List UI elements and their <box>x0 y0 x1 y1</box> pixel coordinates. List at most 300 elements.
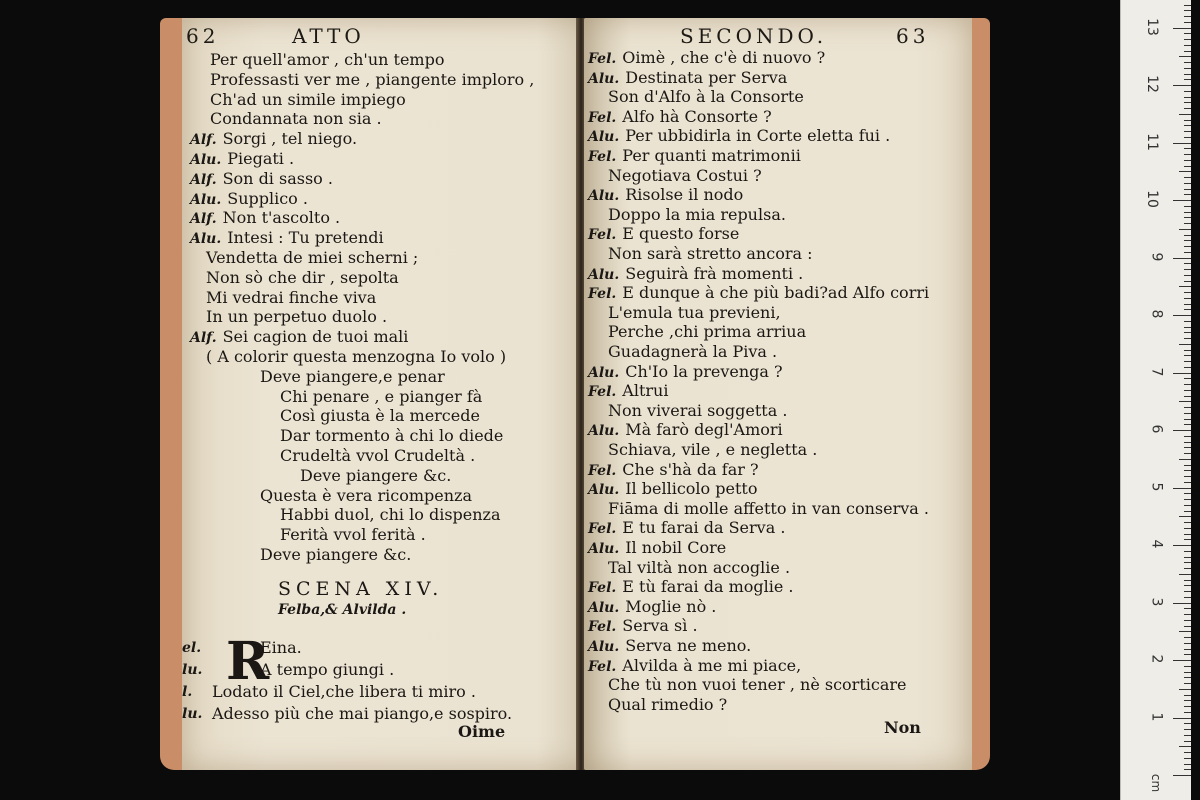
ruler-tick <box>1184 263 1191 264</box>
ruler-tick <box>1184 304 1191 305</box>
line-text: Il bellicolo petto <box>625 479 758 499</box>
ruler-tick <box>1184 338 1191 339</box>
ruler-tick <box>1184 361 1191 362</box>
ruler-tick <box>1184 154 1191 155</box>
line-text: A tempo giungi . <box>260 660 395 679</box>
ruler-tick <box>1179 286 1191 287</box>
speaker-label: Fel. <box>588 619 617 636</box>
right-page <box>584 18 990 770</box>
ruler-tick <box>1179 401 1191 402</box>
ruler-tick <box>1184 539 1191 540</box>
ruler-tick <box>1179 574 1191 575</box>
ruler-tick <box>1184 206 1191 207</box>
line-text: Non sò che dir , sepolta <box>206 267 399 287</box>
line-text: Son di sasso . <box>222 168 333 188</box>
ruler-tick <box>1184 292 1191 293</box>
text-line <box>588 224 739 245</box>
line-text: Chi penare , e pianger fà <box>280 386 483 406</box>
line-text: E questo forse <box>622 224 740 244</box>
ruler-tick <box>1184 769 1191 770</box>
ruler-tick <box>1184 269 1191 270</box>
ruler-tick <box>1184 482 1191 483</box>
ruler-tick <box>1184 620 1191 621</box>
ruler-tick <box>1179 689 1191 690</box>
line-text: L'emula tua previeni, <box>608 302 781 322</box>
ruler-tick <box>1184 120 1191 121</box>
ruler-tick <box>1184 712 1191 713</box>
speaker-label: Fel. <box>588 521 617 538</box>
text-line <box>608 303 781 323</box>
ruler-unit: cm <box>1148 773 1163 793</box>
ruler-tick <box>1184 419 1191 420</box>
line-text: Questa è vera ricompenza <box>260 485 473 505</box>
ruler-tick <box>1184 194 1191 195</box>
text-line <box>588 283 929 304</box>
scene-title: SCENA XIV. <box>278 578 444 600</box>
ruler-tick <box>1184 68 1191 69</box>
ruler-tick <box>1184 223 1191 224</box>
ruler-tick <box>1184 275 1191 276</box>
speaker-label: Fel. <box>588 462 617 479</box>
ruler-tick <box>1184 700 1191 701</box>
speaker-label: Alu. <box>588 639 620 655</box>
ruler-tick <box>1184 591 1191 592</box>
line-text: Per ubbidirla in Corte eletta fui . <box>625 126 891 146</box>
text-line <box>206 347 506 367</box>
text-line <box>588 518 785 539</box>
line-text: Deve piangere &c. <box>300 465 452 485</box>
left-page <box>160 18 600 770</box>
ruler-tick <box>1173 200 1191 201</box>
line-text: Guadagnerà la Piva . <box>608 342 778 361</box>
text-line <box>210 70 534 90</box>
text-line <box>280 505 501 525</box>
ruler-tick <box>1184 148 1191 149</box>
ruler-tick <box>1184 407 1191 408</box>
ruler-tick <box>1184 764 1191 765</box>
ruler-tick <box>1184 511 1191 512</box>
ruler-tick <box>1184 683 1191 684</box>
line-text: Sorgi , tel niego. <box>222 129 358 149</box>
ruler-tick <box>1184 281 1191 282</box>
text-line <box>190 189 308 210</box>
ruler-tick <box>1184 649 1191 650</box>
text-line <box>588 479 757 500</box>
ruler-tick <box>1184 568 1191 569</box>
ruler-tick <box>1184 453 1191 454</box>
line-text: E tu farai da Serva . <box>622 518 786 538</box>
text-line <box>608 87 804 107</box>
ruler-tick <box>1184 367 1191 368</box>
ruler-tick <box>1173 430 1191 431</box>
ruler-tick <box>1184 597 1191 598</box>
line-text: Mà farò degl'Amori <box>625 420 783 440</box>
ruler-tick <box>1184 729 1191 730</box>
ruler-tick <box>1173 28 1191 29</box>
ruler-tick <box>1184 672 1191 673</box>
ruler-tick <box>1179 229 1191 230</box>
line-text: Eina. <box>260 638 302 657</box>
text-line <box>588 381 668 402</box>
ruler-tick <box>1184 235 1191 236</box>
line-text: Perche ,chi prima arriua <box>608 322 807 342</box>
ruler-tick <box>1184 33 1191 34</box>
text-line <box>588 597 716 618</box>
text-line <box>588 636 751 657</box>
text-line <box>588 538 726 559</box>
line-text: Fiāma di molle affetto in van conserva . <box>608 498 929 518</box>
line-text: ( A colorir questa menzogna Io volo ) <box>206 347 507 366</box>
ruler-tick <box>1184 355 1191 356</box>
ruler-tick <box>1184 580 1191 581</box>
ruler-tick <box>1184 390 1191 391</box>
text-line <box>206 248 418 268</box>
speaker-label: lu. <box>182 706 203 722</box>
text-line <box>260 486 472 506</box>
line-text: Per quanti matrimonii <box>622 146 801 165</box>
line-text: Che tù non vuoi tener , nè scorticare <box>608 675 907 695</box>
text-line <box>280 426 503 446</box>
ruler-tick <box>1173 143 1191 144</box>
line-text: Moglie nò . <box>625 596 717 616</box>
ruler-tick <box>1184 562 1191 563</box>
ruler-tick <box>1179 516 1191 517</box>
line-text: Così giusta è la mercede <box>280 406 480 426</box>
line-text: Deve piangere,e penar <box>260 366 445 386</box>
ruler-tick <box>1184 125 1191 126</box>
line-text: Sei cagion de tuoi mali <box>222 327 409 347</box>
text-line <box>608 401 787 421</box>
line-text: Vendetta de miei scherni ; <box>206 248 419 267</box>
speaker-label: Fel. <box>588 149 617 165</box>
text-line <box>206 307 387 327</box>
ruler-number: 1 <box>1148 712 1165 721</box>
line-text: Per quell'amor , ch'un tempo <box>210 50 445 69</box>
ruler-tick <box>1179 746 1191 747</box>
speaker-label: Fel. <box>588 109 617 126</box>
ruler-tick <box>1184 499 1191 500</box>
ruler-number: 10 <box>1144 190 1161 208</box>
text-line <box>190 169 333 190</box>
ruler-tick <box>1173 373 1191 374</box>
ruler-tick <box>1184 666 1191 667</box>
text-line <box>588 107 772 128</box>
scene-subtitle: Felba,& Alvilda . <box>278 602 407 618</box>
text-line <box>280 387 482 407</box>
ruler-tick <box>1173 315 1191 316</box>
line-text: Non viverai soggetta . <box>608 400 788 420</box>
line-text: Alvilda à me mi piace, <box>622 655 802 675</box>
line-text: Intesi : Tu pretendi <box>227 228 384 248</box>
ruler-tick <box>1184 74 1191 75</box>
ruler-number: 12 <box>1144 75 1161 93</box>
ruler-tick <box>1184 551 1191 552</box>
text-line <box>588 616 698 637</box>
text-line <box>190 129 357 150</box>
ruler-tick <box>1179 631 1191 632</box>
ruler-tick <box>1184 654 1191 655</box>
measuring-ruler <box>1120 0 1191 800</box>
speaker-label: Alu. <box>588 70 620 87</box>
ruler-tick <box>1184 189 1191 190</box>
text-line <box>608 244 812 264</box>
line-text: Negotiava Costui ? <box>608 165 762 185</box>
line-text: Non t'ascolto . <box>222 208 341 228</box>
speaker-label: Alf. <box>190 330 217 347</box>
text-line <box>588 48 825 69</box>
left-catchword: Oime <box>458 722 506 741</box>
line-text: Destinata per Serva <box>625 67 788 87</box>
ruler-tick <box>1184 79 1191 80</box>
ruler-tick <box>1184 436 1191 437</box>
ruler-tick <box>1184 166 1191 167</box>
ruler-tick <box>1184 522 1191 523</box>
speaker-label: Alu. <box>588 423 620 440</box>
ruler-tick <box>1184 332 1191 333</box>
ruler-tick <box>1184 252 1191 253</box>
ruler-number: 2 <box>1148 654 1165 664</box>
ruler-tick <box>1184 137 1191 138</box>
ruler-tick <box>1184 39 1191 40</box>
line-text: Habbi duol, chi lo dispenza <box>280 505 501 525</box>
text-line <box>588 420 783 441</box>
line-text: Lodato il Ciel,che libera ti miro . <box>212 682 476 701</box>
ruler-tick <box>1184 735 1191 736</box>
ruler-tick <box>1184 493 1191 494</box>
line-text: Ch'Io la prevenga ? <box>625 361 783 381</box>
ruler-tick <box>1184 706 1191 707</box>
line-text: In un perpetuo duolo . <box>206 307 388 327</box>
ruler-tick <box>1173 488 1191 489</box>
ruler-tick <box>1184 212 1191 213</box>
text-line <box>588 264 803 285</box>
ruler-tick <box>1173 545 1191 546</box>
ruler-tick <box>1184 378 1191 379</box>
ruler-tick <box>1184 447 1191 448</box>
left-page-number: 62 <box>186 24 220 48</box>
line-text: Doppo la mia repulsa. <box>608 204 786 224</box>
text-line <box>280 525 426 545</box>
speaker-label: el. <box>182 640 202 656</box>
ruler-tick <box>1184 626 1191 627</box>
ruler-tick <box>1173 258 1191 259</box>
line-text: Adesso più che mai piango,e sospiro. <box>212 704 513 723</box>
ruler-tick <box>1184 384 1191 385</box>
text-line <box>608 166 762 186</box>
ruler-tick <box>1184 62 1191 63</box>
right-page-number: 63 <box>896 24 930 48</box>
line-text: Risolse il nodo <box>625 185 744 205</box>
text-line <box>588 577 794 598</box>
ruler-tick <box>1184 45 1191 46</box>
line-text: Ferità vvol ferità . <box>280 525 426 545</box>
line-text: Schiava, vile , e negletta . <box>608 440 818 459</box>
speaker-label: Alu. <box>588 129 620 146</box>
ruler-tick <box>1184 16 1191 17</box>
text-line <box>210 50 444 70</box>
ruler-tick <box>1173 775 1191 776</box>
ruler-tick <box>1184 637 1191 638</box>
right-catchword: Non <box>884 718 921 737</box>
ruler-number: 7 <box>1148 367 1165 376</box>
line-text: Che s'hà da far ? <box>622 459 759 479</box>
ruler-tick <box>1184 442 1191 443</box>
ruler-number: 4 <box>1148 539 1165 549</box>
line-text: Seguirà frà momenti . <box>625 263 804 283</box>
text-line <box>608 675 906 695</box>
ruler-tick <box>1184 723 1191 724</box>
ruler-tick <box>1184 396 1191 397</box>
line-text: Ch'ad un simile impiego <box>210 89 406 109</box>
ruler-tick <box>1184 741 1191 742</box>
ruler-tick <box>1184 102 1191 103</box>
text-line <box>588 68 787 89</box>
text-line <box>190 327 408 348</box>
ruler-tick <box>1184 413 1191 414</box>
speaker-label: Fel. <box>588 51 617 67</box>
speaker-label: Fel. <box>588 658 617 675</box>
ruler-tick <box>1184 505 1191 506</box>
line-text: Mi vedrai finche viva <box>206 287 377 307</box>
ruler-tick <box>1184 183 1191 184</box>
text-line <box>588 146 801 167</box>
ruler-tick <box>1184 246 1191 247</box>
ruler-tick <box>1184 677 1191 678</box>
ruler-number: 6 <box>1148 424 1165 434</box>
line-text: Qual rimedio ? <box>608 694 728 714</box>
ruler-tick <box>1173 660 1191 661</box>
line-text: Il nobil Core <box>625 538 727 557</box>
speaker-label: Alu. <box>190 191 222 208</box>
speaker-label: Alu. <box>588 599 620 616</box>
line-text: Crudeltà vvol Crudeltà . <box>280 446 476 465</box>
ruler-tick <box>1184 695 1191 696</box>
ruler-tick <box>1184 557 1191 558</box>
ruler-tick <box>1184 608 1191 609</box>
text-line <box>190 228 384 249</box>
ruler-tick <box>1184 97 1191 98</box>
text-line <box>588 185 743 206</box>
speaker-label: Fel. <box>588 286 617 303</box>
ruler-tick <box>1184 476 1191 477</box>
text-line <box>608 440 817 460</box>
ruler-tick <box>1184 51 1191 52</box>
text-line <box>588 126 890 147</box>
text-line <box>588 362 783 383</box>
line-text: E dunque à che più badi?ad Alfo corri <box>622 283 930 303</box>
text-line <box>608 695 727 715</box>
ruler-tick <box>1184 470 1191 471</box>
ruler-tick <box>1184 465 1191 466</box>
text-line <box>190 208 340 229</box>
ruler-number: 13 <box>1144 17 1161 36</box>
speaker-label: Alu. <box>190 152 222 168</box>
open-book <box>160 18 990 778</box>
line-text: Condannata non sia . <box>210 109 382 129</box>
ruler-tick <box>1179 56 1191 57</box>
speaker-label: Alf. <box>190 171 217 188</box>
ruler-number: 8 <box>1148 309 1165 319</box>
ruler-tick <box>1184 534 1191 535</box>
ruler-tick <box>1184 177 1191 178</box>
right-running-head: SECONDO. <box>680 24 828 48</box>
line-text: Supplico . <box>227 188 308 208</box>
speaker-label: Alu. <box>588 541 620 557</box>
ruler-tick <box>1184 22 1191 23</box>
ruler-tick <box>1184 91 1191 92</box>
ruler-tick <box>1184 758 1191 759</box>
speaker-label: Fel. <box>588 580 617 597</box>
text-line <box>210 90 406 110</box>
text-line <box>608 205 786 225</box>
text-line <box>206 268 399 288</box>
ruler-tick <box>1184 424 1191 425</box>
line-text: Professasti ver me , piangente imploro , <box>210 69 535 89</box>
ruler-number: 11 <box>1144 132 1161 151</box>
text-line <box>280 446 475 466</box>
text-line <box>588 656 801 677</box>
speaker-label: Alf. <box>190 211 217 228</box>
speaker-label: Alf. <box>190 132 217 149</box>
ruler-tick <box>1184 108 1191 109</box>
line-text: E tù farai da moglie . <box>622 577 794 597</box>
text-line <box>608 322 806 342</box>
line-text: Oimè , che c'è di nuovo ? <box>622 48 826 67</box>
speaker-label: Fel. <box>588 384 617 401</box>
ruler-tick <box>1184 585 1191 586</box>
ruler-tick <box>1184 5 1191 6</box>
line-text: Non sarà stretto ancora : <box>608 244 813 263</box>
text-line <box>280 406 480 426</box>
speaker-label: Alu. <box>588 482 620 499</box>
text-line <box>608 499 929 519</box>
line-text: Deve piangere &c. <box>260 545 412 564</box>
speaker-label: Alu. <box>588 364 620 381</box>
ruler-tick <box>1179 171 1191 172</box>
line-text: Tal viltà non accoglie . <box>608 557 791 577</box>
left-running-head: ATTO <box>292 24 365 48</box>
ruler-tick <box>1179 344 1191 345</box>
line-text: Alfo hà Consorte ? <box>622 106 772 126</box>
ruler-number: 9 <box>1148 252 1165 261</box>
ruler-tick <box>1184 309 1191 310</box>
ruler-tick <box>1184 217 1191 218</box>
speaker-label: Fel. <box>588 227 617 244</box>
ruler-tick <box>1173 603 1191 604</box>
speaker-label: l. <box>182 684 193 700</box>
speaker-label: Alu. <box>190 231 222 248</box>
line-text: Piegati . <box>227 149 295 168</box>
ruler-tick <box>1173 85 1191 86</box>
ruler-tick <box>1184 643 1191 644</box>
ruler-tick <box>1184 298 1191 299</box>
ruler-tick <box>1173 718 1191 719</box>
line-text: Serva ne meno. <box>625 636 752 655</box>
text-line <box>608 558 790 578</box>
text-line <box>210 109 382 129</box>
ruler-tick <box>1184 131 1191 132</box>
speaker-label: Alu. <box>588 266 620 283</box>
text-line <box>588 460 759 481</box>
line-text: Dar tormento à chi lo diede <box>280 426 504 446</box>
text-line <box>300 466 451 486</box>
ruler-tick <box>1184 240 1191 241</box>
ruler-number: 5 <box>1148 482 1165 491</box>
speaker-label: Alu. <box>588 188 620 205</box>
ruler-tick <box>1179 459 1191 460</box>
speaker-label: lu. <box>182 662 203 678</box>
ruler-tick <box>1184 321 1191 322</box>
